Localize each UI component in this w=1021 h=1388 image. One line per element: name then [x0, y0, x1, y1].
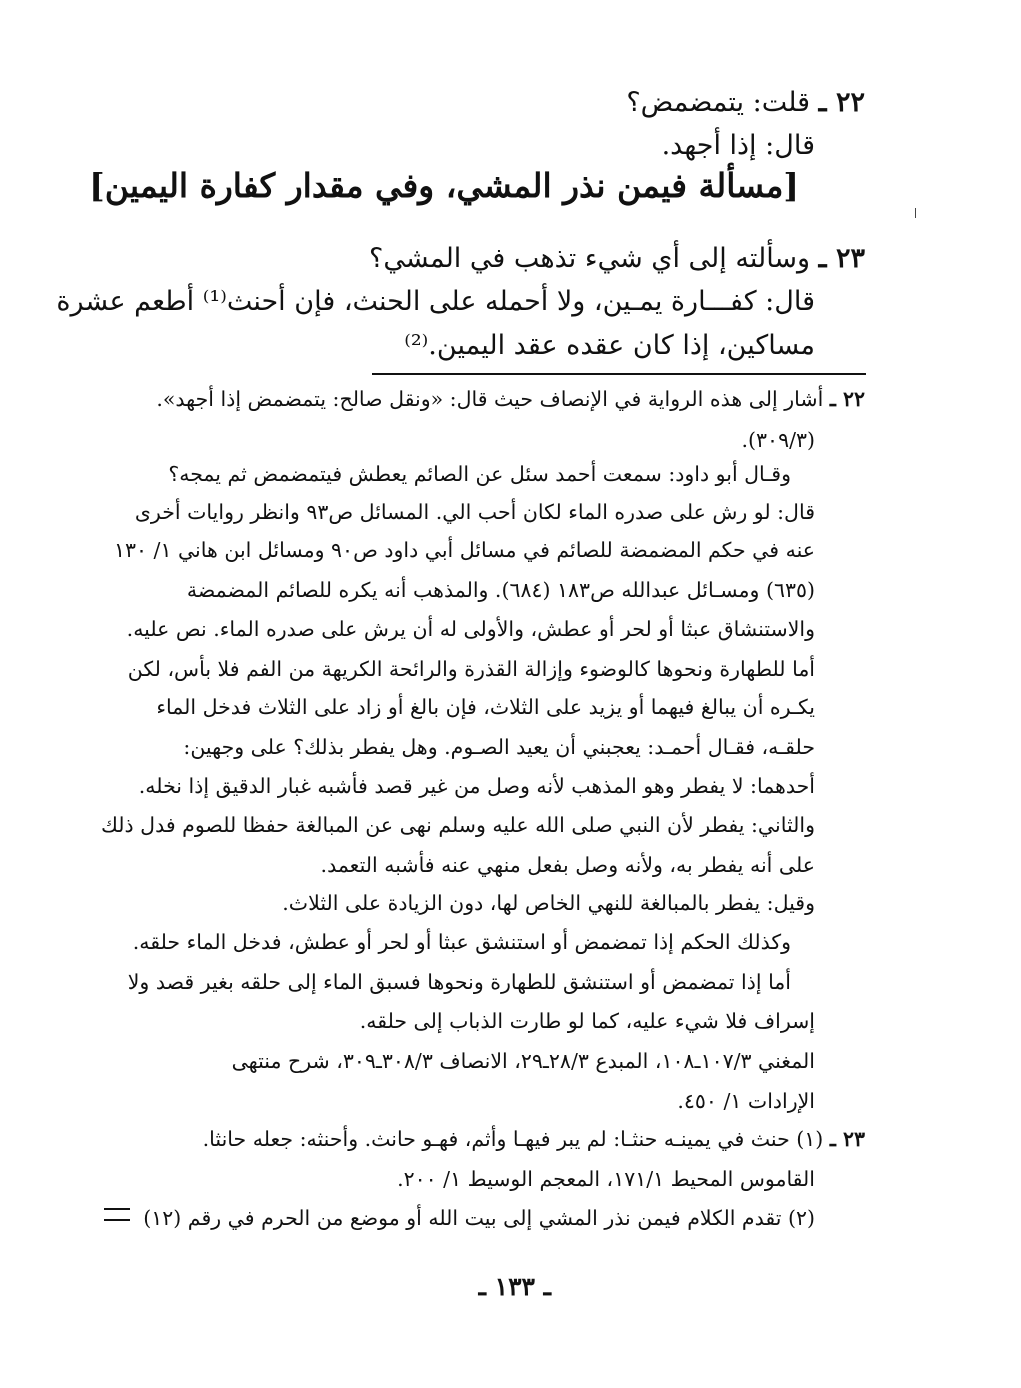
footnote-22-line: يكـره أن يبالغ فيهما أو يزيد على الثلاث، فإن بالغ أو زاد على الثلاث فدخل الماء: [156, 695, 815, 719]
footnote-22-line: إسراف فلا شيء عليه، كما لو طارت الذباب إلى حلقه.: [359, 1009, 815, 1033]
item-22-question-line: [626, 87, 865, 119]
footnote-22-line: وكذلك الحكم إذا تمضمض أو استنشق عبثا أو لحر أو عطش، فدخل الماء حلقه.: [132, 930, 791, 954]
footnote-22-line: المغني ١٠٧/٣ـ١٠٨، المبدع ٢٨/٣ـ٢٩، الانصاف ٣٠٨/٣ـ٣٠٩، شرح منتهى: [231, 1049, 815, 1073]
page-number: ـ ١٣٣ ـ: [478, 1272, 551, 1301]
item-23-question: وسألته إلى أي شيء تذهب في المشي؟: [369, 243, 811, 274]
footnote-23-line: (٢) تقدم الكلام فيمن نذر المشي إلى بيت الله أو موضع من الحرم في رقم (١٢): [143, 1206, 815, 1230]
footnote-22-line: عنه في حكم المضمضة للصائم في مسائل أبي داود ص٩٠ ومسائل ابن هاني ١/ ١٣٠: [113, 538, 815, 562]
item-22-number: ٢٢ ـ: [818, 87, 865, 118]
footnote-22-line: أحدهما: لا يفطر وهو المذهب لأنه وصل من غير قصد فأشبه غبار الدقيق إذا نخله.: [138, 774, 815, 798]
item-23-number: ٢٣ ـ: [818, 243, 865, 274]
footnote-22-line: على أنه يفطر به، ولأنه وصل بفعل منهي عنه فأشبه التعمد.: [320, 853, 815, 877]
scan-speck: [915, 208, 919, 218]
footnote-divider: [372, 373, 866, 375]
footnote-22-line: أما إذا تمضمض أو استنشق للطهارة ونحوها فسبق الماء إلى حلقه بغير قصد ولا: [127, 970, 791, 994]
footnote-22-line: (٣٠٩/٣).: [741, 428, 815, 452]
footnote-22-line: وقـال أبو داود: سمعت أحمد سئل عن الصائم يعطش فيتمضمض ثم يمجه؟: [168, 462, 791, 486]
footnote-23-first-line: [203, 1127, 865, 1152]
footnote-22-first-line: [156, 387, 865, 412]
footnote-22-line: والثاني: يفطر لأن النبي صلى الله عليه وسلم نهى عن المبالغة حفظا للصوم فدل ذلك: [101, 813, 815, 837]
footnote-22-line: الإرادات ١/ ٤٥٠.: [677, 1089, 815, 1113]
item-23-answer-line-1: قال: كفـــارة يمـين، ولا أحمله على الحنث، فإن أحنث⁽¹⁾ أطعم عشرة: [56, 286, 815, 317]
item-22-answer: قال: إذا أجهد.: [661, 130, 815, 161]
item-23-question-line: [369, 243, 865, 275]
footnote-22-number: ٢٢ ـ: [829, 387, 865, 411]
footnote-22-line: أشار إلى هذه الرواية في الإنصاف حيث قال: «ونقل صالح: يتمضمض إذا أجهد».: [156, 387, 824, 411]
footnote-22-line: وقيل: يفطر بالمبالغة للنهي الخاص لها، دون الزيادة على الثلاث.: [282, 891, 815, 915]
footnote-22-line: أما للطهارة ونحوها كالوضوء وإزالة القذرة والرائحة الكريهة من الفم فلا بأس، لكن: [127, 657, 815, 681]
footnote-22-line: حلقـه، فقـال أحمـد: يعجبني أن يعيد الصـوم. وهل يفطر بذلك؟ على وجهين:: [183, 735, 815, 759]
footnote-22-line: (٦٣٥) ومسـائل عبدالله ص١٨٣ (٦٨٤). والمذهب أنه يكره للصائم المضمضة: [186, 578, 815, 602]
footnote-22-line: والاستنشاق عبثا أو لحر أو عطش، والأولى له أن يرش على صدره الماء. نص عليه.: [126, 617, 815, 641]
footnote-23-number: ٢٣ ـ: [829, 1127, 865, 1151]
footnote-22-line: قال: لو رش على صدره الماء لكان أحب الي. المسائل ص٩٣ وانظر روايات أخرى: [134, 500, 815, 524]
item-22-question: قلت: يتمضمض؟: [626, 87, 811, 118]
footnote-23-line: (١) حنث في يمينـه حنثـا: لم يبر فيهـا وأثم، فهـو حانث. وأحنثه: جعله حانثا.: [202, 1127, 824, 1151]
section-heading: [مسألة فيمن نذر المشي، وفي مقدار كفارة اليمين]: [89, 166, 799, 205]
item-23-answer-line-2: مساكين، إذا كان عقده عقد اليمين.⁽²⁾: [404, 330, 815, 361]
continuation-mark: [104, 1208, 130, 1221]
footnote-23-line: القاموس المحيط ١٧١/١، المعجم الوسيط ١/ ٢٠٠.: [397, 1167, 815, 1191]
